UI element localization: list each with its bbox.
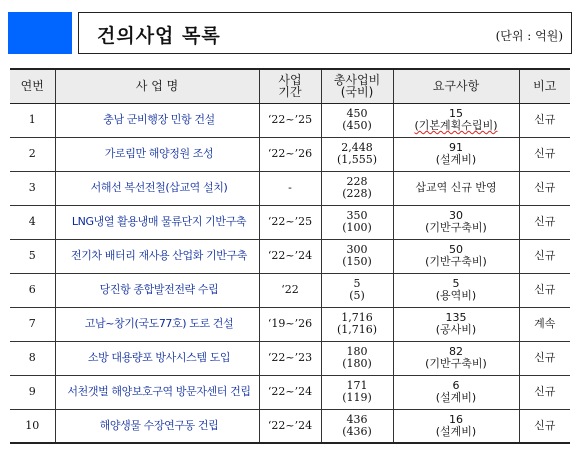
table-row xyxy=(10,205,570,239)
row-period: ‘22~’24 xyxy=(259,409,321,443)
row-period: ‘22~’25 xyxy=(259,103,321,137)
row-request-amount: 82 xyxy=(449,345,463,358)
row-no: 7 xyxy=(10,307,55,341)
row-project-name: 전기차 배터리 재사용 산업화 기반구축 xyxy=(55,239,259,273)
table-row xyxy=(10,409,570,443)
row-no: 4 xyxy=(10,205,55,239)
table-row xyxy=(10,273,570,307)
row-project-name: 고남~창기(국도77호) 도로 건설 xyxy=(55,307,259,341)
row-request-detail: (설계비) xyxy=(435,391,477,404)
row-period: ‘19~’26 xyxy=(259,307,321,341)
row-request-amount: 135 xyxy=(445,311,467,324)
row-national-cost: (100) xyxy=(342,221,372,234)
row-request-amount: 15 xyxy=(449,107,463,120)
row-national-cost: (1,716) xyxy=(336,323,378,336)
row-note: 신규 xyxy=(519,171,570,205)
unit-label: (단위 : 억원) xyxy=(495,29,563,43)
row-period: - xyxy=(259,171,321,205)
row-total-cost: 171 xyxy=(346,379,368,392)
row-request-detail: (용역비) xyxy=(435,289,477,302)
row-national-cost: (119) xyxy=(342,391,372,404)
row-project-name: 해양생물 수장연구동 건립 xyxy=(55,409,259,443)
col-header-period-line2: 기간 xyxy=(278,85,302,100)
row-total-cost: 300 xyxy=(346,243,368,256)
row-no: 9 xyxy=(10,375,55,409)
row-project-name: 소방 대용량포 방사시스템 도입 xyxy=(55,341,259,375)
row-cost xyxy=(321,171,393,205)
table-row xyxy=(10,171,570,205)
row-request-amount: 5 xyxy=(452,277,460,290)
row-note: 신규 xyxy=(519,103,570,137)
row-cost xyxy=(321,137,393,171)
row-cost xyxy=(321,239,393,273)
row-request-amount: 50 xyxy=(449,243,463,256)
row-request xyxy=(393,205,519,239)
row-total-cost: 180 xyxy=(346,345,368,358)
row-note: 신규 xyxy=(519,239,570,273)
row-total-cost: 436 xyxy=(346,412,368,426)
row-no: 10 xyxy=(10,409,55,443)
row-note: 신규 xyxy=(519,409,570,443)
row-project-name: 당진항 종합발전전략 수립 xyxy=(55,273,259,307)
row-national-cost: (150) xyxy=(342,255,372,268)
title-accent-block xyxy=(8,12,72,54)
row-request-detail: (기반구축비) xyxy=(425,221,487,234)
row-request xyxy=(393,103,519,137)
row-national-cost: (5) xyxy=(349,289,365,302)
row-period: ‘22~’24 xyxy=(259,239,321,273)
table-row xyxy=(10,375,570,409)
row-total-cost: 228 xyxy=(346,175,368,188)
table-row xyxy=(10,239,570,273)
row-request-detail: (설계비) xyxy=(435,153,477,166)
row-request-amount: 91 xyxy=(449,141,463,154)
table-row xyxy=(10,137,570,171)
col-header-name: 사 업 명 xyxy=(55,69,259,103)
row-national-cost: (180) xyxy=(342,357,372,370)
row-request-amount: 30 xyxy=(449,209,463,222)
row-period: ‘22~’23 xyxy=(259,341,321,375)
row-period: ‘22 xyxy=(259,273,321,307)
col-header-cost-line1: 총사업비 xyxy=(333,73,381,88)
row-cost xyxy=(321,103,393,137)
row-request xyxy=(393,307,519,341)
table-row xyxy=(10,103,570,137)
row-request-amount: 16 xyxy=(449,412,463,426)
row-note: 신규 xyxy=(519,273,570,307)
col-header-period-line1: 사업 xyxy=(278,73,302,88)
title-box xyxy=(78,12,572,54)
row-national-cost: (228) xyxy=(342,187,372,200)
col-header-cost xyxy=(321,69,393,103)
col-header-cost-line2: (국비) xyxy=(340,85,374,100)
row-request-detail: (설계비) xyxy=(435,424,477,438)
row-note: 신규 xyxy=(519,205,570,239)
row-request-amount: 6 xyxy=(452,379,460,392)
row-cost xyxy=(321,205,393,239)
row-total-cost: 450 xyxy=(346,107,368,120)
project-table xyxy=(10,68,570,444)
row-project-name: 충남 군비행장 민항 건설 xyxy=(55,103,259,137)
row-project-name: 가로림만 해양정원 조성 xyxy=(55,137,259,171)
row-request xyxy=(393,137,519,171)
header-row xyxy=(10,69,570,103)
table-row xyxy=(10,341,570,375)
row-note: 계속 xyxy=(519,307,570,341)
col-header-period xyxy=(259,69,321,103)
row-no: 2 xyxy=(10,137,55,171)
row-note: 신규 xyxy=(519,137,570,171)
row-period: ‘22~’25 xyxy=(259,205,321,239)
row-project-name: 서해선 복선전철(삽교역 설치) xyxy=(55,171,259,205)
col-header-note: 비고 xyxy=(519,69,570,103)
row-total-cost: 5 xyxy=(353,277,361,290)
row-cost xyxy=(321,273,393,307)
row-cost xyxy=(321,341,393,375)
page-title: 건의사업 목록 xyxy=(97,25,221,47)
row-no: 5 xyxy=(10,239,55,273)
row-request xyxy=(393,375,519,409)
row-request-detail: (공사비) xyxy=(435,323,477,336)
col-header-no: 연번 xyxy=(10,69,55,103)
row-national-cost: (450) xyxy=(342,119,372,132)
row-total-cost: 350 xyxy=(346,209,368,222)
row-request xyxy=(393,239,519,273)
row-request-detail: (기본계획수립비) xyxy=(414,119,498,132)
row-period: ‘22~’26 xyxy=(259,137,321,171)
table-row xyxy=(10,307,570,341)
row-cost xyxy=(321,409,393,443)
row-project-name: 서천갯벌 해양보호구역 방문자센터 건립 xyxy=(55,375,259,409)
row-total-cost: 2,448 xyxy=(341,141,373,154)
row-no: 3 xyxy=(10,171,55,205)
row-cost xyxy=(321,375,393,409)
row-national-cost: (1,555) xyxy=(336,153,378,166)
row-request xyxy=(393,273,519,307)
row-total-cost: 1,716 xyxy=(341,311,373,324)
row-note: 신규 xyxy=(519,375,570,409)
row-no: 1 xyxy=(10,103,55,137)
row-request-detail: (기반구축비) xyxy=(425,255,487,268)
row-request xyxy=(393,171,519,205)
row-request-detail: (기반구축비) xyxy=(425,357,487,370)
row-no: 8 xyxy=(10,341,55,375)
row-note: 신규 xyxy=(519,341,570,375)
row-no: 6 xyxy=(10,273,55,307)
row-request xyxy=(393,341,519,375)
row-national-cost: (436) xyxy=(342,424,372,438)
row-project-name: LNG냉열 활용냉매 물류단지 기반구축 xyxy=(55,205,259,239)
row-period: ‘22~’24 xyxy=(259,375,321,409)
row-request xyxy=(393,409,519,443)
col-header-request: 요구사항 xyxy=(393,69,519,103)
row-request-amount: 삽교역 신규 반영 xyxy=(415,181,497,194)
row-cost xyxy=(321,307,393,341)
